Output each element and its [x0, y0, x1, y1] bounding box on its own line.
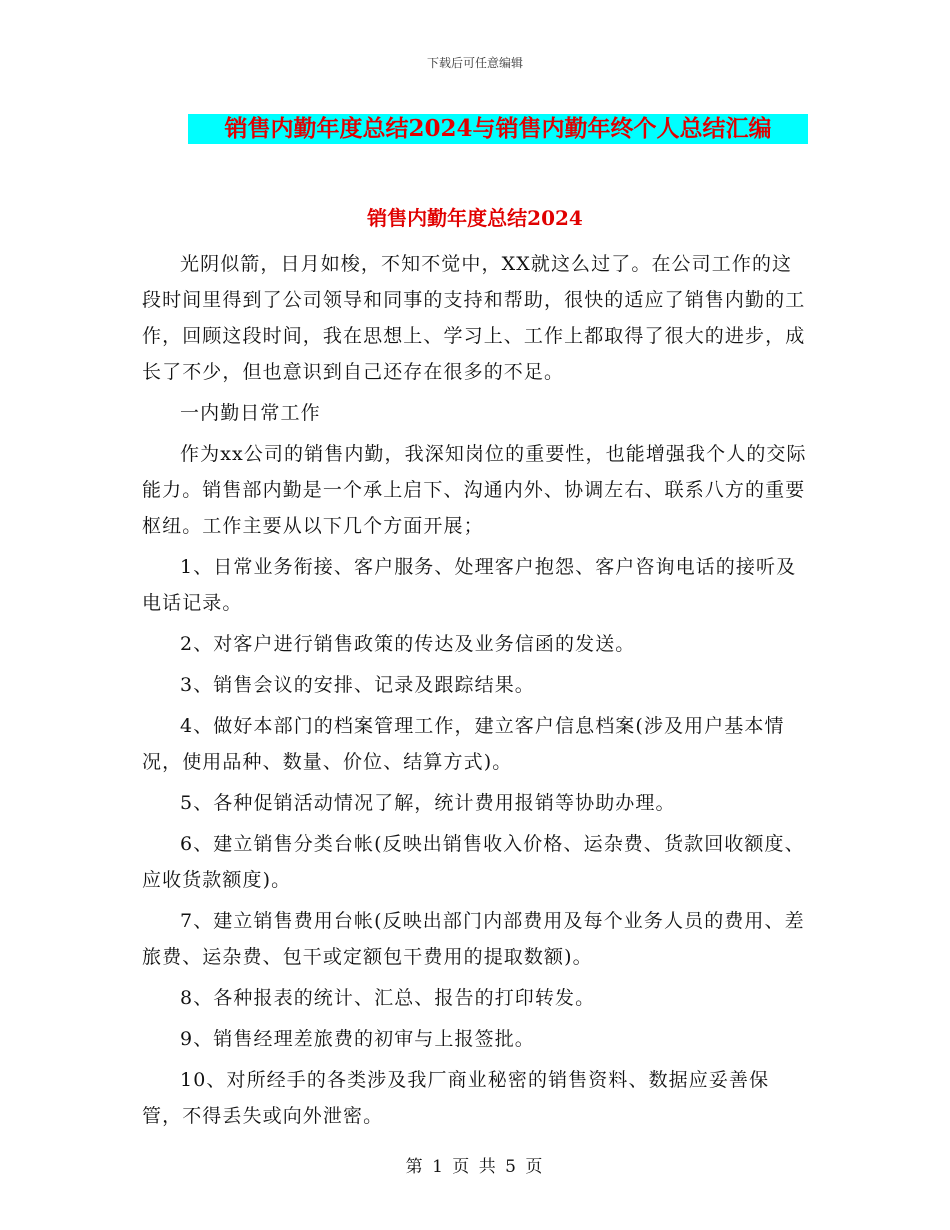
list-item: 2、对客户进行销售政策的传达及业务信函的发送。: [180, 633, 636, 655]
list-item: 7、建立销售费用台帐(反映出部门内部费用及每个业务人员的费用、差旅费、运杂费、包干或定额包干费用的提取数额)。: [142, 910, 805, 968]
list-item: 8、各种报表的统计、汇总、报告的打印转发。: [180, 987, 596, 1009]
paragraph: 作为xx公司的销售内勤，我深知岗位的重要性，也能增强我个人的交际能力。销售部内勤是一个承上启下、沟通内外、协调左右、联系八方的重要枢纽。工作主要从以下几个方面开展；: [142, 443, 807, 537]
list-item: 3、销售会议的安排、记录及跟踪结果。: [180, 674, 535, 696]
paragraph-heading: 一内勤日常工作: [180, 402, 321, 424]
document-body: [142, 246, 808, 1134]
list-item: 6、建立销售分类台帐(反映出销售收入价格、运杂费、货款回收额度、应收货款额度)。: [142, 833, 805, 891]
list-item: 5、各种促销活动情况了解，统计费用报销等协助办理。: [180, 792, 676, 814]
document-title: 销售内勤年度总结2024与销售内勤年终个人总结汇编: [188, 114, 808, 144]
list-item: 9、销售经理差旅费的初审与上报签批。: [180, 1028, 535, 1050]
list-item: 1、日常业务衔接、客户服务、处理客户抱怨、客户咨询电话的接听及电话记录。: [142, 556, 797, 614]
list-item: 10、对所经手的各类涉及我厂商业秘密的销售资料、数据应妥善保管，不得丢失或向外泄密。: [142, 1069, 770, 1127]
section-title: 销售内勤年度总结2024: [367, 206, 583, 230]
list-item: 4、做好本部门的档案管理工作，建立客户信息档案(涉及用户基本情况，使用品种、数量、价位、结算方式)。: [142, 715, 785, 773]
paragraph-intro: 光阴似箭，日月如梭，不知不觉中，XX就这么过了。在公司工作的这段时间里得到了公司领导和同事的支持和帮助，很快的适应了销售内勤的工作，回顾这段时间，我在思想上、学习上、工作上都取得了很大的进步，成长了不少，但也意识到自己还存在很多的不足。: [142, 253, 806, 383]
header-note: 下载后可任意编辑: [426, 56, 523, 70]
page-number-footer: 第 1 页 共 5 页: [405, 1157, 545, 1177]
